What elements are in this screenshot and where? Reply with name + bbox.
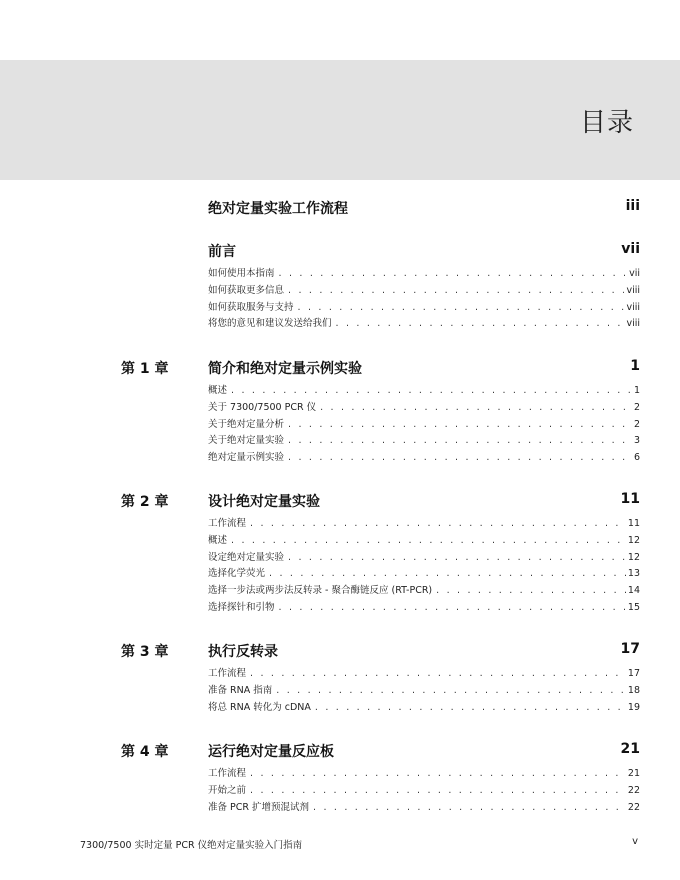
section-title: 执行反转录: [208, 644, 278, 660]
toc-entry-label: 工作流程: [208, 768, 247, 779]
toc-entry-page: 14: [627, 585, 640, 597]
toc-entry[interactable]: [208, 315, 640, 332]
section-page-number: 21: [620, 741, 640, 757]
dot-leader: [250, 785, 626, 796]
toc-entry-page: 6: [633, 452, 640, 464]
toc-entry-page: 12: [627, 534, 640, 546]
dot-leader: [269, 568, 626, 579]
toc-entry[interactable]: [208, 416, 640, 433]
dot-leader: [279, 602, 626, 613]
toc-section-heading[interactable]: [208, 241, 640, 261]
footer-page-number: v: [632, 836, 638, 847]
toc-entry-label: 概述: [208, 385, 228, 396]
dot-leader: [288, 285, 624, 296]
toc-entry[interactable]: [208, 765, 640, 782]
toc-entry[interactable]: [208, 432, 640, 449]
section-page-number: 11: [620, 491, 640, 507]
toc-entry-list: [208, 665, 640, 715]
toc-section-heading[interactable]: [208, 198, 640, 218]
section-title: 运行绝对定量反应板: [208, 744, 334, 760]
dot-leader: [336, 318, 625, 329]
toc-entry-label: 准备 PCR 扩增预混试剂: [208, 801, 310, 813]
toc-entry[interactable]: [208, 799, 640, 816]
dot-leader: [313, 802, 626, 813]
section-title: 简介和绝对定量示例实验: [208, 361, 362, 377]
dot-leader: [279, 268, 628, 279]
toc-entry-label: 关于绝对定量分析: [208, 418, 285, 430]
toc-entry-list: [208, 515, 640, 616]
toc-entry-list: [208, 765, 640, 815]
toc-entry-label: 准备 RNA 指南: [208, 684, 273, 696]
toc-entry-page: viii: [626, 284, 640, 296]
toc-entry-label: 绝对定量示例实验: [208, 452, 285, 464]
toc-entry-list: [208, 382, 640, 466]
section-page-number: 17: [620, 641, 640, 657]
toc-entry-page: 15: [627, 601, 640, 613]
toc-entry[interactable]: [208, 665, 640, 682]
toc-entry-page: 17: [627, 668, 640, 679]
toc-entry-page: viii: [626, 301, 640, 313]
toc-entry-label: 设定绝对定量实验: [208, 551, 285, 563]
toc-entry-page: 22: [627, 784, 640, 796]
toc-entry-list: [208, 265, 640, 332]
toc-entry[interactable]: [208, 582, 640, 599]
toc-entry-label: 选择一步法或两步法反转录 - 聚合酶链反应 (RT-PCR): [208, 585, 433, 597]
toc-entry-page: vii: [629, 268, 640, 279]
toc-entry[interactable]: [208, 515, 640, 532]
toc-entry-page: viii: [626, 318, 640, 330]
chapter-label: 第 4 章: [121, 744, 169, 760]
section-title: 前言: [208, 244, 236, 260]
section-page-number: 1: [630, 358, 640, 374]
toc-entry[interactable]: [208, 782, 640, 799]
dot-leader: [231, 385, 632, 396]
dot-leader: [250, 518, 626, 529]
dot-leader: [288, 419, 632, 430]
toc-entry-page: 13: [627, 568, 640, 580]
toc-entry[interactable]: [208, 565, 640, 582]
dot-leader: [288, 452, 632, 463]
dot-leader: [276, 685, 626, 696]
section-page-number: iii: [625, 198, 640, 214]
toc-entry-label: 如何使用本指南: [208, 268, 275, 279]
toc-section-heading[interactable]: [208, 641, 640, 661]
toc-entry-page: 2: [633, 418, 640, 430]
toc-entry[interactable]: [208, 699, 640, 716]
toc-section-heading[interactable]: [208, 491, 640, 511]
toc-entry-page: 12: [627, 551, 640, 563]
toc-entry-label: 如何获取服务与支持: [208, 301, 294, 313]
toc-entry-label: 如何获取更多信息: [208, 284, 285, 296]
chapter-label: 第 3 章: [121, 644, 169, 660]
section-title: 设计绝对定量实验: [208, 494, 320, 510]
footer-document-title: 7300/7500 实时定量 PCR 仪绝对定量实验入门指南: [80, 840, 303, 851]
toc-entry[interactable]: [208, 599, 640, 616]
chapter-label: 第 2 章: [121, 494, 169, 510]
toc-entry-page: 1: [633, 385, 640, 396]
toc-entry-label: 工作流程: [208, 668, 247, 679]
toc-entry[interactable]: [208, 399, 640, 416]
toc-entry[interactable]: [208, 449, 640, 466]
toc-entry[interactable]: [208, 299, 640, 316]
toc-entry[interactable]: [208, 682, 640, 699]
dot-leader: [288, 552, 626, 563]
toc-entry-page: 3: [633, 435, 640, 447]
toc-entry-page: 2: [633, 401, 640, 413]
page-title: 目录: [579, 108, 634, 138]
section-title: 绝对定量实验工作流程: [208, 201, 348, 217]
toc-entry-label: 将您的意见和建议发送给我们: [208, 318, 332, 330]
toc-entry-page: 22: [627, 801, 640, 813]
section-page-number: vii: [621, 241, 640, 257]
dot-leader: [298, 302, 625, 313]
toc-entry-page: 19: [627, 701, 640, 713]
toc-entry-page: 21: [627, 768, 640, 779]
toc-entry[interactable]: [208, 265, 640, 282]
toc-entry-label: 关于绝对定量实验: [208, 435, 285, 447]
toc-section-heading[interactable]: [208, 741, 640, 761]
dot-leader: [288, 435, 632, 446]
toc-entry-label: 选择探针和引物: [208, 601, 275, 613]
toc-entry-page: 11: [627, 518, 640, 529]
toc-entry[interactable]: [208, 282, 640, 299]
chapter-label: 第 1 章: [121, 361, 169, 377]
dot-leader: [231, 535, 626, 546]
toc-entry-label: 关于 7300/7500 PCR 仪: [208, 401, 317, 413]
toc-entry-label: 开始之前: [208, 784, 247, 796]
header-banner: [0, 60, 680, 180]
dot-leader: [250, 668, 626, 679]
toc-entry-label: 将总 RNA 转化为 cDNA: [208, 701, 311, 713]
toc-entry[interactable]: [208, 382, 640, 399]
toc-entry-label: 工作流程: [208, 518, 247, 529]
toc-entry-label: 选择化学荧光: [208, 568, 266, 580]
dot-leader: [315, 702, 626, 713]
toc-section-heading[interactable]: [208, 358, 640, 378]
toc-entry-page: 18: [627, 684, 640, 696]
dot-leader: [436, 585, 626, 596]
toc-entry[interactable]: [208, 549, 640, 566]
dot-leader: [250, 768, 626, 779]
toc-entry-label: 概述: [208, 534, 228, 546]
dot-leader: [320, 402, 632, 413]
toc-entry[interactable]: [208, 532, 640, 549]
